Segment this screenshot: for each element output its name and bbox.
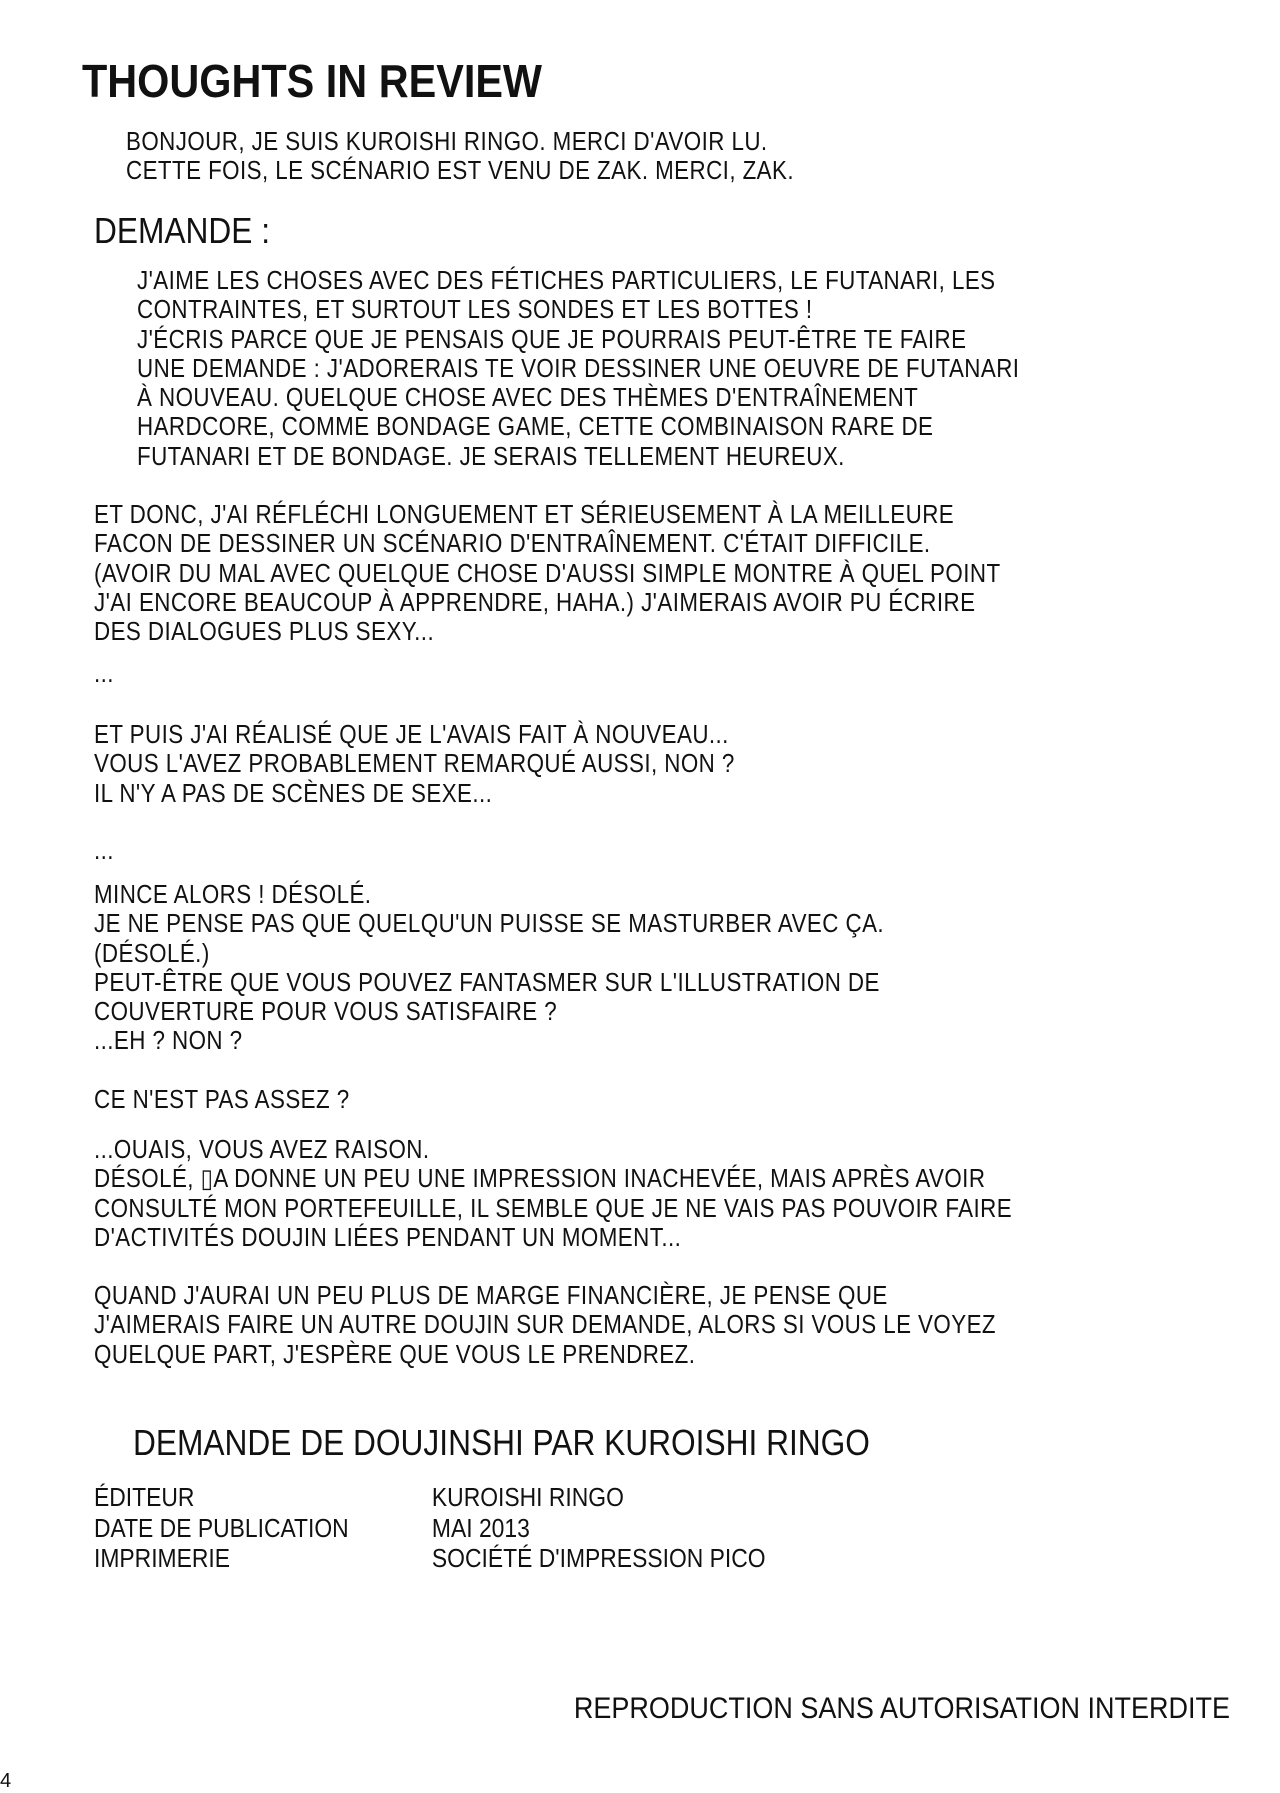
text-line: À NOUVEAU. QUELQUE CHOSE AVEC DES THÈMES D'ENTRAÎNEMENT bbox=[137, 382, 919, 413]
request-heading: DEMANDE : bbox=[94, 210, 271, 251]
text-line: CE N'EST PAS ASSEZ ? bbox=[94, 1084, 350, 1114]
text-line: QUAND J'AURAI UN PEU PLUS DE MARGE FINANCIÈRE, JE PENSE QUE bbox=[94, 1280, 888, 1310]
text-line: COUVERTURE POUR VOUS SATISFAIRE ? bbox=[94, 996, 558, 1027]
text-line: QUELQUE PART, J'ESPÈRE QUE VOUS LE PRENDREZ. bbox=[94, 1338, 696, 1369]
text-line: FACON DE DESSINER UN SCÉNARIO D'ENTRAÎNEMENT. C'ÉTAIT DIFFICILE. bbox=[94, 528, 931, 559]
text-line: ... bbox=[94, 835, 114, 865]
text-line: D'ACTIVITÉS DOUJIN LIÉES PENDANT UN MOMENT... bbox=[94, 1221, 682, 1252]
text-line: ... bbox=[94, 658, 114, 688]
text-line: CETTE FOIS, LE SCÉNARIO EST VENU DE ZAK. MERCI, ZAK. bbox=[126, 155, 795, 186]
text-line: VOUS L'AVEZ PROBABLEMENT REMARQUÉ AUSSI, NON ? bbox=[94, 748, 735, 779]
colophon-heading: DEMANDE DE DOUJINSHI PAR KUROISHI RINGO bbox=[133, 1422, 870, 1463]
ellipsis bbox=[94, 836, 117, 865]
colophon-row bbox=[94, 1513, 530, 1544]
text-line: (DÉSOLÉ.) bbox=[94, 937, 210, 968]
text-line: ET PUIS J'AI RÉALISÉ QUE JE L'AVAIS FAIT À NOUVEAU... bbox=[94, 719, 729, 749]
request-block bbox=[137, 266, 1163, 471]
text-line: MINCE ALORS ! DÉSOLÉ. bbox=[94, 879, 372, 909]
colophon-value: SOCIÉTÉ D'IMPRESSION PICO bbox=[431, 1543, 766, 1573]
colophon-row bbox=[94, 1543, 766, 1574]
text-line: DÉSOLÉ, ▯A DONNE UN PEU UNE IMPRESSION INACHEVÉE, MAIS APRÈS AVOIR bbox=[94, 1163, 986, 1194]
colophon-value: KUROISHI RINGO bbox=[431, 1482, 624, 1512]
text-line: J'ÉCRIS PARCE QUE JE PENSAIS QUE JE POURRAIS PEUT-ÊTRE TE FAIRE bbox=[137, 323, 967, 354]
text-line: PEUT-ÊTRE QUE VOUS POUVEZ FANTASMER SUR L'ILLUSTRATION DE bbox=[94, 966, 880, 997]
text-line: DES DIALOGUES PLUS SEXY... bbox=[94, 616, 435, 647]
text-line: ...OUAIS, VOUS AVEZ RAISON. bbox=[94, 1134, 430, 1164]
colophon-label: DATE DE PUBLICATION bbox=[94, 1513, 349, 1543]
paragraph-4 bbox=[94, 1085, 391, 1114]
text-line: UNE DEMANDE : J'ADORERAIS TE VOIR DESSINER UNE OEUVRE DE FUTANARI bbox=[137, 352, 1020, 383]
intro bbox=[126, 127, 903, 186]
text-line: BONJOUR, JE SUIS KUROISHI RINGO. MERCI D'AVOIR LU. bbox=[126, 126, 768, 156]
copyright-notice: REPRODUCTION SANS AUTORISATION INTERDITE bbox=[573, 1692, 1230, 1725]
page-number: 4 bbox=[0, 1770, 12, 1792]
page-title: THOUGHTS IN REVIEW bbox=[82, 55, 543, 107]
text-line: HARDCORE, COMME BONDAGE GAME, CETTE COMBINAISON RARE DE bbox=[137, 411, 934, 442]
text-line: J'AI ENCORE BEAUCOUP À APPRENDRE, HAHA.) J'AIMERAIS AVOIR PU ÉCRIRE bbox=[94, 586, 976, 617]
text-line: (AVOIR DU MAL AVEC QUELQUE CHOSE D'AUSSI SIMPLE MONTRE À QUEL POINT bbox=[94, 557, 1001, 588]
text-line: ET DONC, J'AI RÉFLÉCHI LONGUEMENT ET SÉRIEUSEMENT À LA MEILLEURE bbox=[94, 499, 955, 529]
colophon-row bbox=[94, 1482, 624, 1513]
text-line: J'AIMERAIS FAIRE UN AUTRE DOUJIN SUR DEMANDE, ALORS SI VOUS LE VOYEZ bbox=[94, 1309, 997, 1340]
paragraph-6 bbox=[94, 1281, 1143, 1369]
text-line: CONTRAINTES, ET SURTOUT LES SONDES ET LES BOTTES ! bbox=[137, 294, 813, 325]
paragraph-3 bbox=[94, 880, 1013, 1056]
text-line: CONSULTÉ MON PORTEFEUILLE, IL SEMBLE QUE JE NE VAIS PAS POUVOIR FAIRE bbox=[94, 1192, 1013, 1223]
text-line: J'AIME LES CHOSES AVEC DES FÉTICHES PARTICULIERS, LE FUTANARI, LES bbox=[137, 265, 996, 295]
colophon-value: MAI 2013 bbox=[431, 1513, 530, 1543]
text-line: IL N'Y A PAS DE SCÈNES DE SEXE... bbox=[94, 777, 493, 808]
colophon-label: IMPRIMERIE bbox=[94, 1543, 231, 1573]
ellipsis bbox=[94, 659, 117, 688]
paragraph-2 bbox=[94, 720, 839, 808]
colophon-label: ÉDITEUR bbox=[94, 1482, 195, 1512]
text-line: FUTANARI ET DE BONDAGE. JE SERAIS TELLEMENT HEUREUX. bbox=[137, 440, 845, 471]
text-line: JE NE PENSE PAS QUE QUELQU'UN PUISSE SE MASTURBER AVEC ÇA. bbox=[94, 908, 885, 939]
paragraph-5 bbox=[94, 1135, 1162, 1252]
paragraph-1 bbox=[94, 500, 1148, 646]
text-line: ...EH ? NON ? bbox=[94, 1025, 243, 1056]
